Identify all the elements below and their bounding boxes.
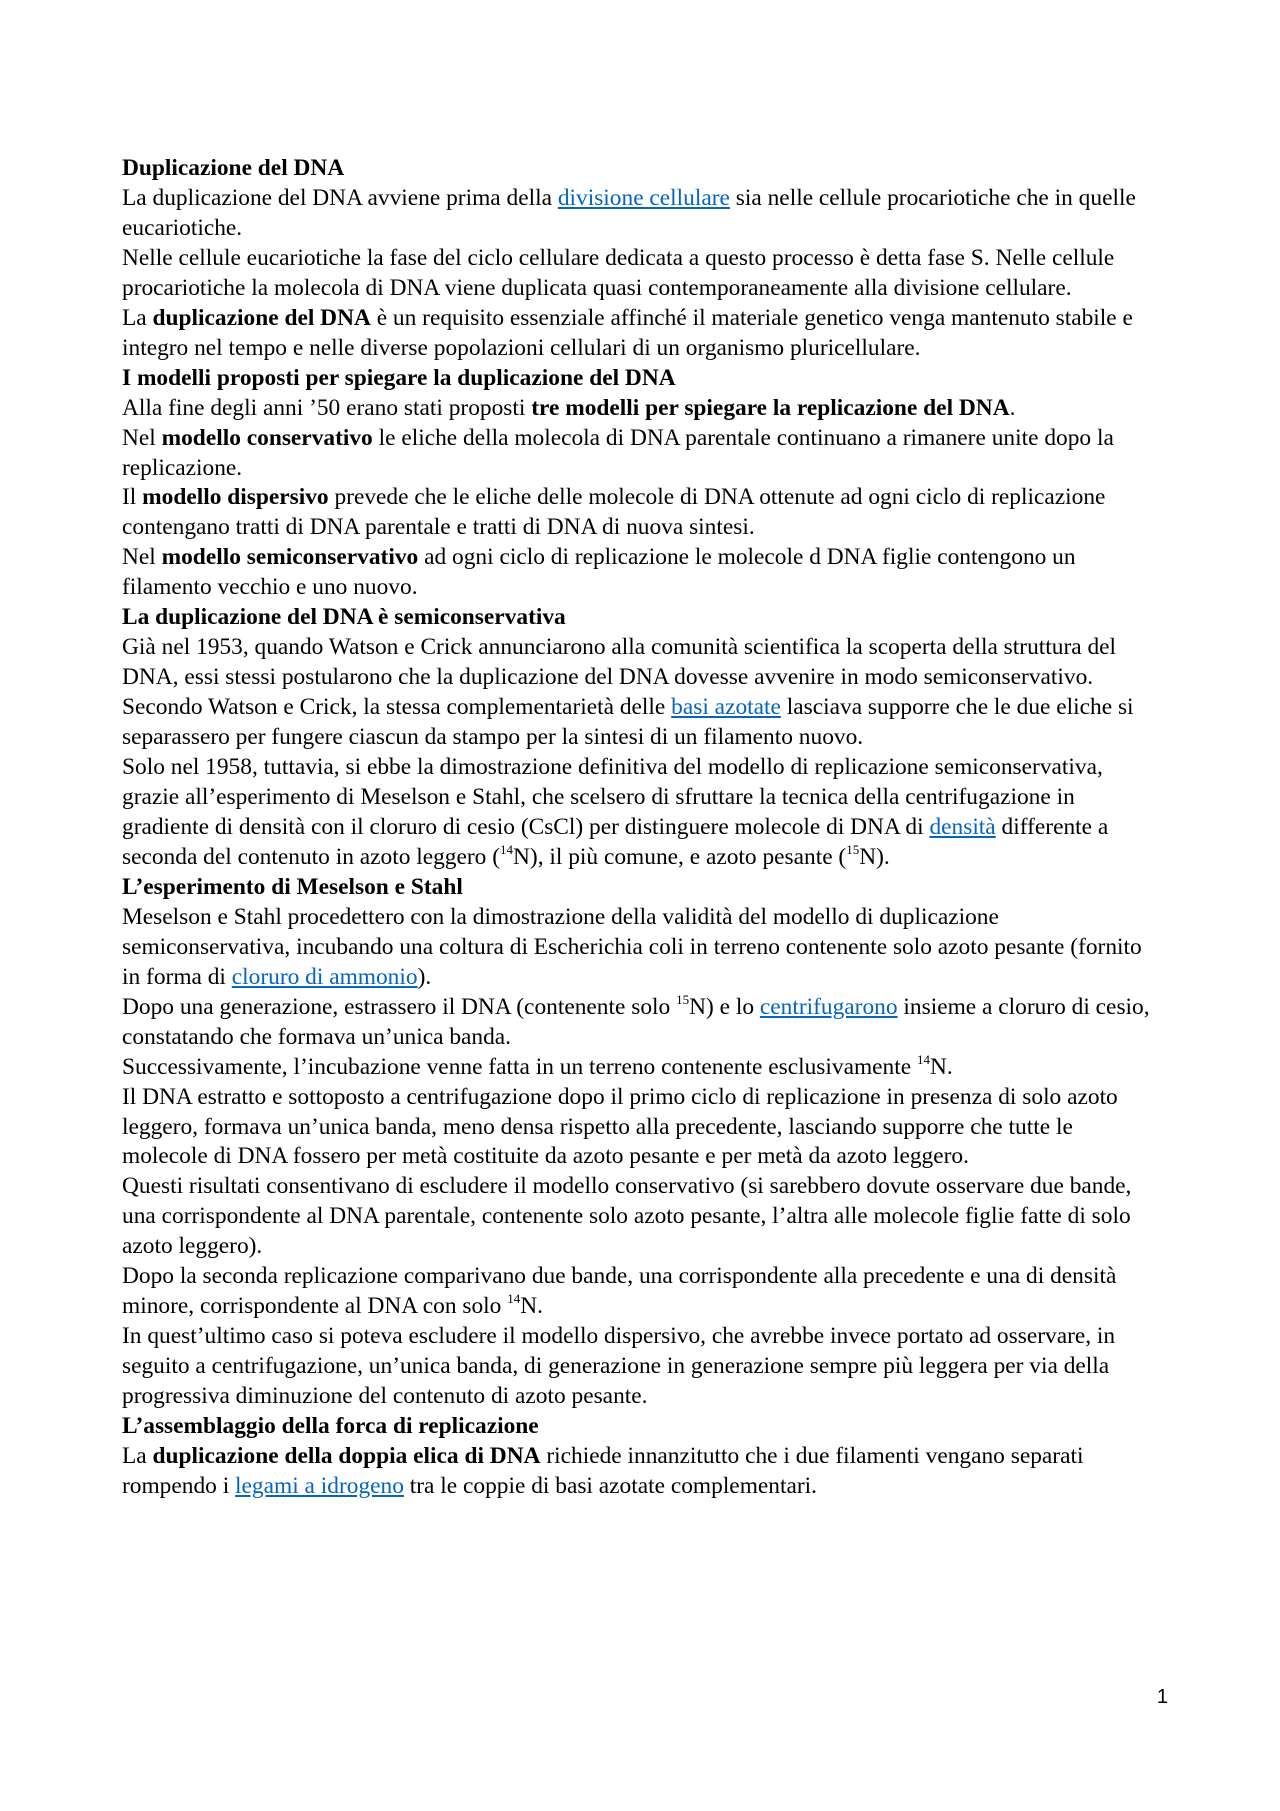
link-densita[interactable]: densità (929, 813, 996, 840)
link-cloruro-di-ammonio[interactable]: cloruro di ammonio (231, 963, 418, 990)
text-run: La duplicazione del DNA avviene prima della (122, 184, 558, 211)
text-run: Meselson e Stahl procedettero con la dimostrazione della validità del modello di duplicazione semiconservativa, incubando una coltura di Escherichia coli in terreno contenente solo azoto pesante (fornito in forma di (122, 903, 1142, 990)
text-run: differente a seconda del contenuto in azoto leggero ( (122, 813, 1109, 870)
paragraph: In quest’ultimo caso si poteva escludere il modello dispersivo, che avrebbe invece portato ad osservare, in seguito a centrifugazione, un’unica banda, di generazione in generazione sempre più leggera per via della progressiva diminuzione del contenuto di azoto pesante. (122, 1323, 1116, 1410)
text-run: Dopo una generazione, estrassero il DNA (contenente solo (122, 993, 677, 1020)
text-run: Dopo la seconda replicazione comparivano due bande, una corrispondente alla precedente e una di densità minore, corrispondente al DNA con solo (122, 1263, 1117, 1320)
paragraph (122, 424, 1162, 484)
text-run: prevede che le eliche delle molecole di DNA ottenute ad ogni ciclo di replicazione contengano tratti di DNA parentale e tratti di DNA di nuova sintesi. (122, 484, 1106, 541)
paragraph: Questi risultati consentivano di escludere il modello conservativo (si sarebbero dovute osservare due bande, una corrispondente al DNA parentale, contenente solo azoto pesante, l’altra alle molecole figlie fatte di solo azoto leggero). (122, 1173, 1132, 1260)
paragraph (122, 903, 1162, 993)
text-run: La (122, 304, 153, 331)
text-run: Successivamente, l’incubazione venne fatta in un terreno contenente esclusivamente (122, 1053, 917, 1080)
page-number: 1 (1156, 1686, 1168, 1708)
paragraph (122, 394, 1162, 424)
text-run: ). (417, 963, 432, 990)
document-body (122, 154, 1162, 1502)
paragraph (122, 1442, 1162, 1502)
bold-text: duplicazione del DNA (152, 304, 371, 331)
paragraph (122, 543, 1162, 603)
paragraph: Già nel 1953, quando Watson e Crick annunciarono alla comunità scientifica la scoperta della struttura del DNA, essi stessi postularono che la duplicazione del DNA dovesse avvenire in modo semiconservativo. (122, 634, 1117, 691)
heading-esperimento: L’esperimento di Meselson e Stahl (122, 873, 463, 900)
text-run: N), il più comune, e azoto pesante ( (513, 843, 847, 870)
link-basi-azotate[interactable]: basi azotate (671, 694, 781, 721)
paragraph (122, 1053, 1162, 1083)
superscript: 14 (507, 1291, 521, 1307)
text-run: Nel (122, 544, 162, 571)
bold-text: modello conservativo (161, 424, 373, 451)
text-run: N). (859, 843, 890, 870)
bold-text: duplicazione della doppia elica di DNA (152, 1442, 541, 1469)
superscript: 15 (846, 842, 860, 858)
heading-modelli: I modelli proposti per spiegare la duplicazione del DNA (122, 364, 676, 391)
link-legami-a-idrogeno[interactable]: legami a idrogeno (235, 1472, 404, 1499)
text-run: N. (929, 1053, 953, 1080)
text-run: Secondo Watson e Crick, la stessa complementarietà delle (122, 694, 672, 721)
text-run: lasciava supporre che le due eliche si separassero per fungere ciascun da stampo per la sintesi di un filamento nuovo. (122, 694, 1134, 751)
paragraph (122, 483, 1162, 543)
superscript: 15 (676, 991, 690, 1007)
text-run: sia nelle cellule procariotiche che in quelle eucariotiche. (122, 184, 1136, 241)
link-divisione-cellulare[interactable]: divisione cellulare (557, 184, 730, 211)
text-run: insieme a cloruro di cesio, constatando che formava un’unica banda. (122, 993, 1150, 1050)
superscript: 14 (500, 842, 514, 858)
heading-duplicazione: Duplicazione del DNA (122, 155, 345, 181)
paragraph (122, 993, 1162, 1053)
bold-text: modello dispersivo (142, 484, 329, 511)
bold-text: modello semiconservativo (161, 544, 419, 571)
paragraph (122, 184, 1162, 244)
link-centrifugarono[interactable]: centrifugarono (759, 993, 898, 1020)
text-run: ad ogni ciclo di replicazione le molecole d DNA figlie contengono un filamento vecchio e uno nuovo. (122, 544, 1076, 601)
text-run: richiede innanzitutto che i due filamenti vengano separati rompendo i (122, 1442, 1084, 1499)
text-run: Nel (122, 424, 162, 451)
text-run: le eliche della molecola di DNA parentale continuano a rimanere unite dopo la replicazione. (122, 424, 1114, 481)
text-run: N. (520, 1293, 543, 1320)
paragraph: Il DNA estratto e sottoposto a centrifugazione dopo il primo ciclo di replicazione in presenza di solo azoto leggero, formava un’unica banda, meno densa rispetto alla precedente, lasciando supporre che tutte le molecole di DNA fossero per metà costituite da azoto pesante e per metà da azoto leggero. (122, 1083, 1118, 1170)
text-run: è un requisito essenziale affinché il materiale genetico venga mantenuto stabile e integro nel tempo e nelle diverse popolazioni cellulari di un organismo pluricellulare. (122, 304, 1133, 361)
paragraph (122, 753, 1162, 873)
text-run: La (122, 1442, 153, 1469)
paragraph (122, 1262, 1162, 1322)
text-run: Solo nel 1958, tuttavia, si ebbe la dimostrazione definitiva del modello di replicazione semiconservativa, grazie all’esperimento di Meselson e Stahl, che scelsero di sfruttare la tecnica della centrifugazione in gradiente di densità con il cloruro di cesio (CsCl) per distinguere molecole di DNA di (122, 754, 1103, 840)
superscript: 14 (916, 1051, 930, 1067)
bold-text: tre modelli per spiegare la replicazione del DNA (531, 394, 1010, 421)
text-run: N) e lo (689, 993, 760, 1020)
paragraph (122, 693, 1162, 753)
paragraph: Nelle cellule eucariotiche la fase del ciclo cellulare dedicata a questo processo è detta fase S. Nelle cellule procariotiche la molecola di DNA viene duplicata quasi contemporaneamente alla divisione cellulare. (122, 244, 1115, 301)
heading-forca-replicazione: L’assemblaggio della forca di replicazione (122, 1413, 539, 1440)
paragraph (122, 304, 1162, 364)
text-run: Alla fine degli anni ’50 erano stati proposti (122, 394, 532, 421)
text-run: . (1009, 394, 1016, 421)
text-run: tra le coppie di basi azotate complementari. (403, 1472, 817, 1499)
text-run: Il (122, 484, 143, 511)
heading-semiconservativa: La duplicazione del DNA è semiconservativa (122, 604, 566, 631)
